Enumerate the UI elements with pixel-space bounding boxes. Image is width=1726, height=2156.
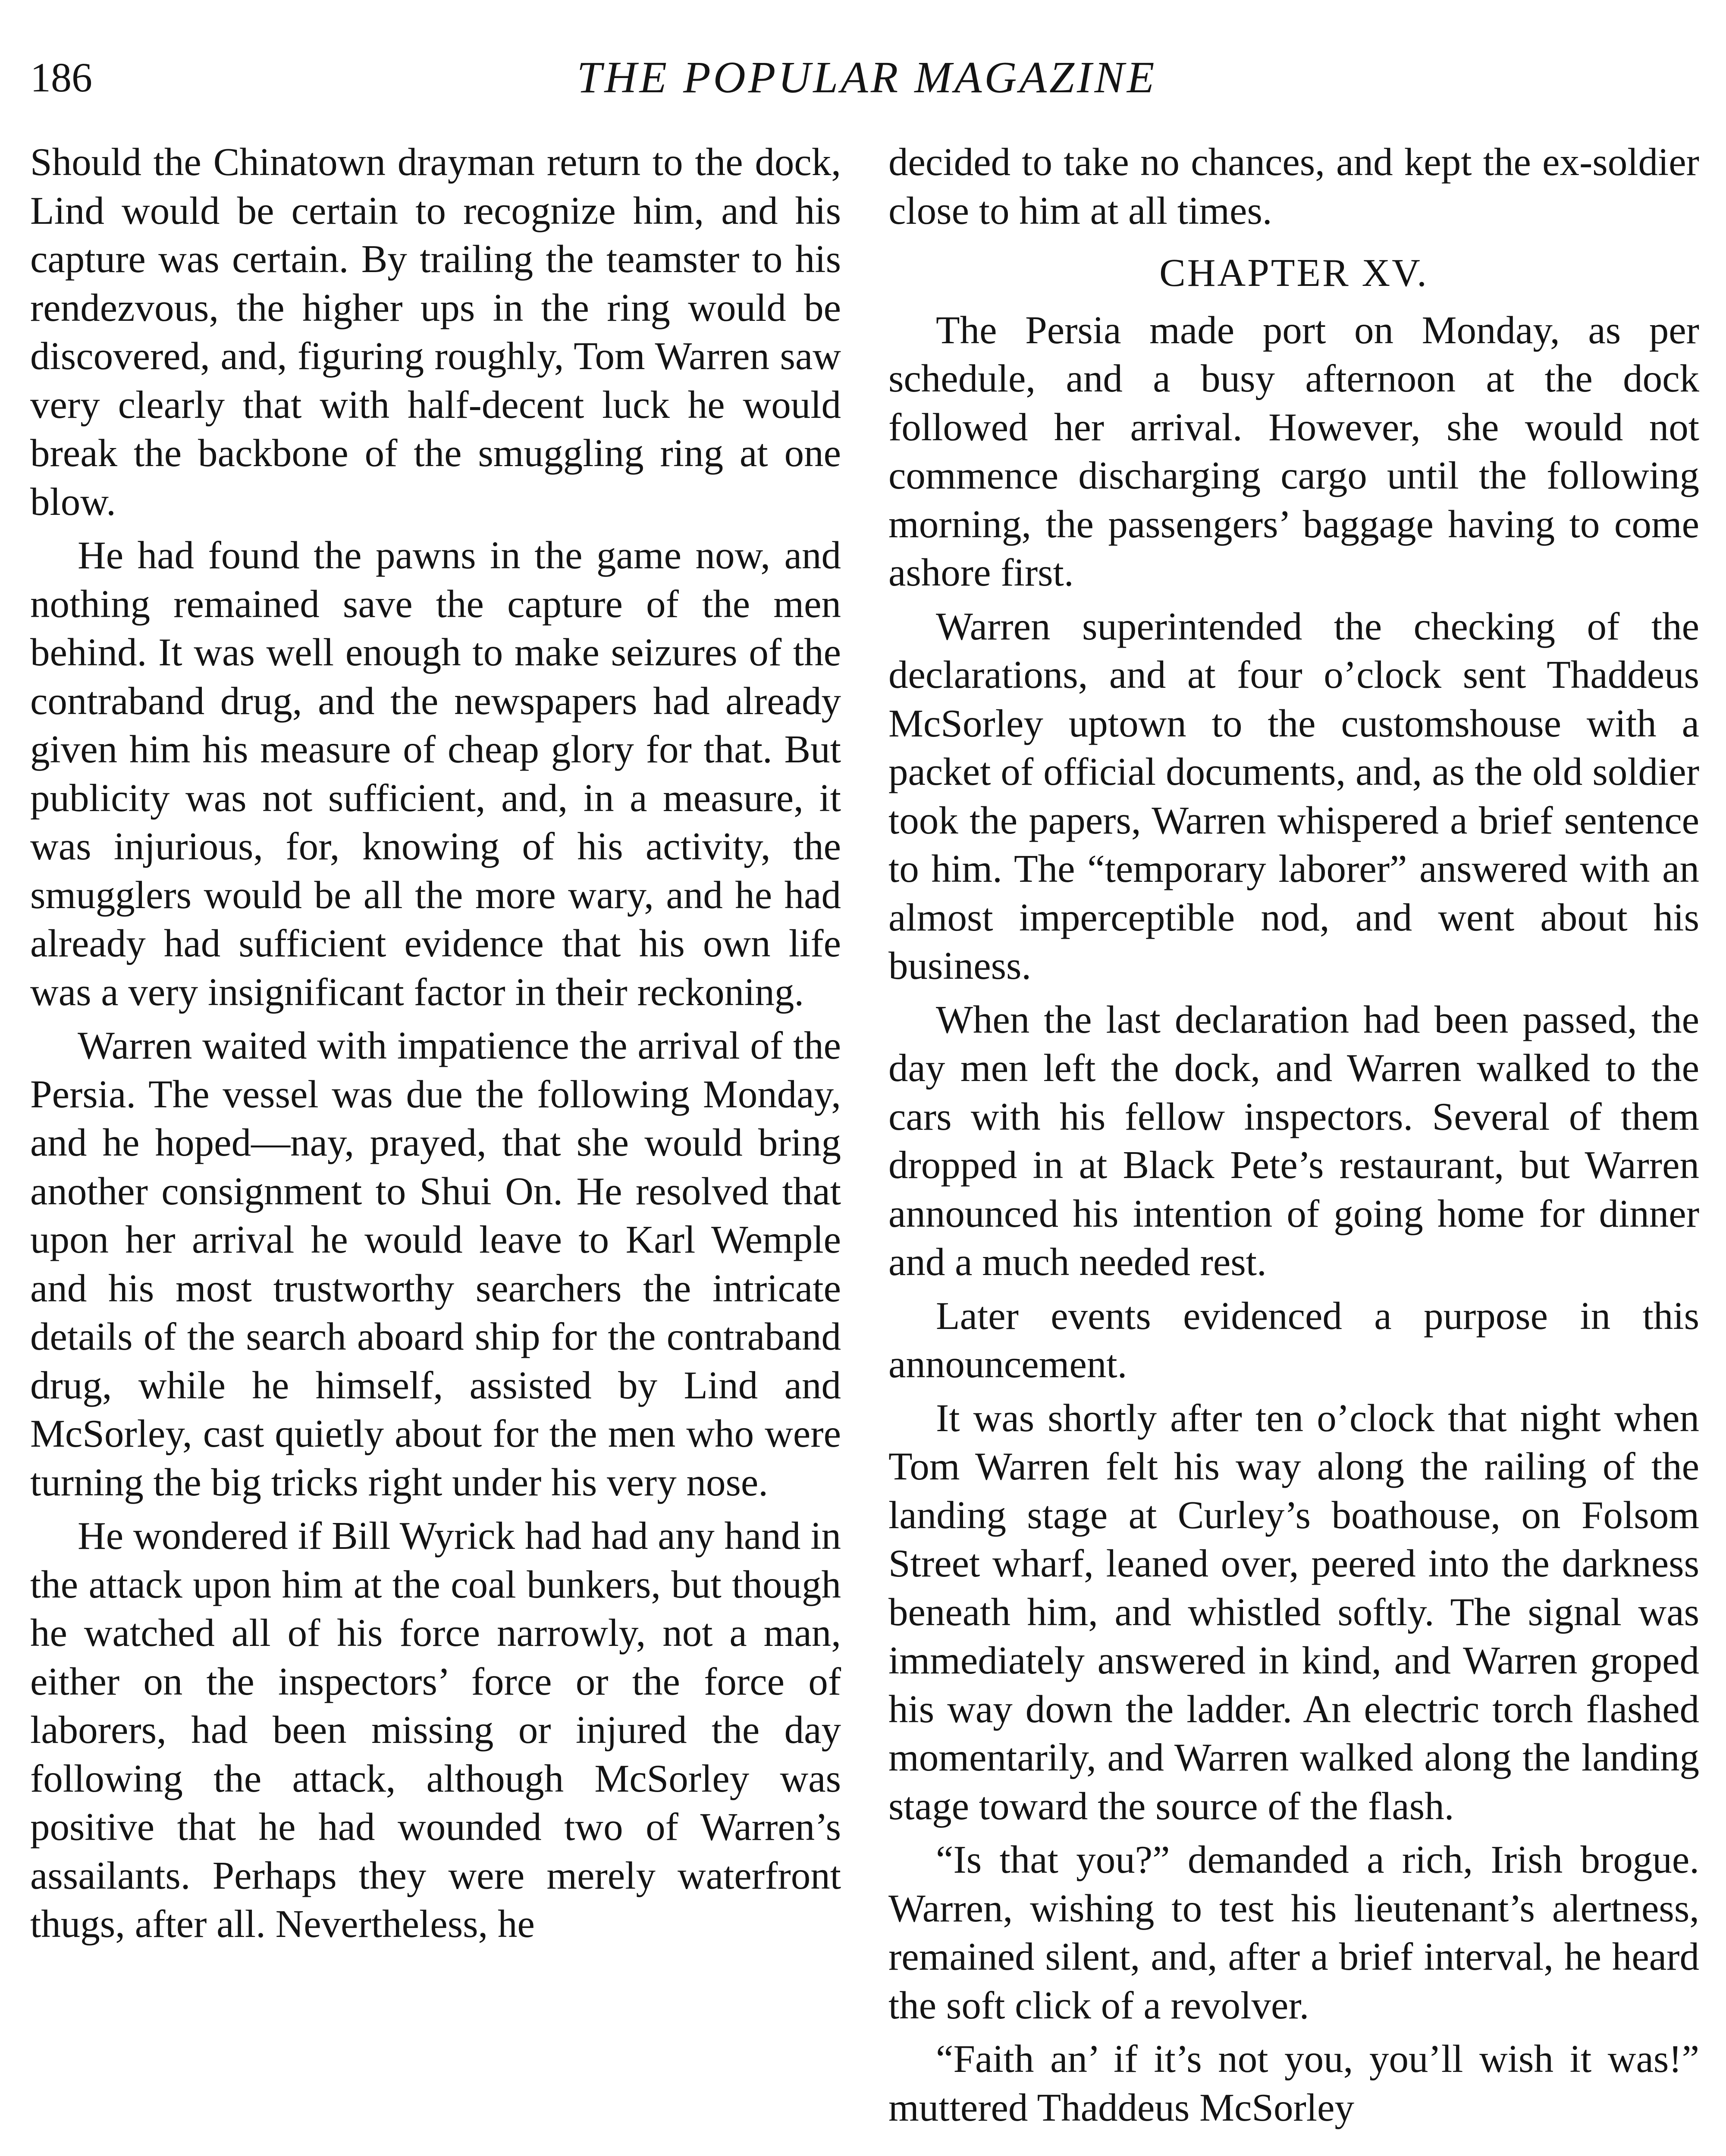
page-header: [30, 43, 1704, 112]
paragraph: Warren waited with impatience the arrival of the Persia. The vessel was due the following Monday, and he hoped—nay, prayed, that she would bring another consignment to Shui On. He resolved that upon her arrival he would leave to Karl Wemple and his most trustworthy searchers the intricate details of the search aboard ship for the contraband drug, while he himself, assisted by Lind and McSorley, cast quietly about for the men who were turning the big tricks right under his very nose.: [30, 1024, 841, 1504]
running-title: THE POPULAR MAGAZINE: [577, 53, 1157, 102]
paragraph: Warren superintended the checking of the declarations, and at four o’clock sent Thaddeus McSorley uptown to the customshouse with a packet of official documents, and, as the old soldier took the papers, Warren whispered a brief sentence to him. The “temporary laborer” answered with an almost imperceptible nod, and went about his business.: [888, 604, 1699, 987]
paragraph: He had found the pawns in the game now, and nothing remained save the capture of the men behind. It was well enough to make seizures of the contraband drug, and the newspapers had already given him his measure of cheap glory for that. But publicity was not sufficient, and, in a measure, it was injurious, for, knowing of his activity, the smugglers would be all the more wary, and he had already had sufficient evidence that his own life was a very insignificant factor in their reckoning.: [30, 533, 841, 1014]
page-number: 186: [30, 54, 92, 100]
left-column: [30, 138, 841, 1949]
paragraph: “Faith an’ if it’s not you, you’ll wish it was!” muttered Thaddeus McSorley: [888, 2037, 1699, 2129]
chapter-heading: CHAPTER XV.: [1159, 251, 1428, 295]
paragraph: It was shortly after ten o’clock that night when Tom Warren felt his way along the railing of the landing stage at Curley’s boathouse, on Folsom Street wharf, leaned over, peered into the darkness beneath him, and whistled softly. The signal was immediately answered in kind, and Warren groped his way down the ladder. An electric torch flashed momentarily, and Warren walked along the landing stage toward the source of the flash.: [888, 1396, 1699, 1828]
paragraph: Later events evidenced a purpose in this announcement.: [888, 1294, 1699, 1386]
paragraph: Should the Chinatown drayman return to the dock, Lind would be certain to recognize him, and his capture was certain. By trailing the teamster to his rendezvous, the higher ups in the ring would be discovered, and, figuring roughly, Tom Warren saw very clearly that with half-decent luck he would break the backbone of the smuggling ring at one blow.: [30, 140, 841, 523]
paragraph: The Persia made port on Monday, as per schedule, and a busy afternoon at the dock followed her arrival. However, she would not commence discharging cargo until the following morning, the passengers’ baggage having to come ashore first.: [888, 308, 1699, 594]
right-column: [888, 138, 1699, 2132]
paragraph: When the last declaration had been passed, the day men left the dock, and Warren walked to the cars with his fellow inspectors. Several of them dropped in at Black Pete’s restaurant, but Warren announced his intention of going home for dinner and a much needed rest.: [888, 997, 1699, 1284]
paragraph: He wondered if Bill Wyrick had had any hand in the attack upon him at the coal bunkers, but though he watched all of his force narrowly, not a man, either on the inspectors’ force or the force of laborers, had been missing or injured the day following the attack, although McSorley was positive that he had wounded two of Warren’s assailants. Perhaps they were merely waterfront thugs, after all. Nevertheless, he: [30, 1514, 841, 1946]
paragraph: “Is that you?” demanded a rich, Irish brogue. Warren, wishing to test his lieutenant’s alertness, remained silent, and, after a brief interval, he heard the soft click of a revolver.: [888, 1838, 1699, 2027]
continuation-paragraph: decided to take no chances, and kept the ex-soldier close to him at all times.: [888, 140, 1699, 232]
